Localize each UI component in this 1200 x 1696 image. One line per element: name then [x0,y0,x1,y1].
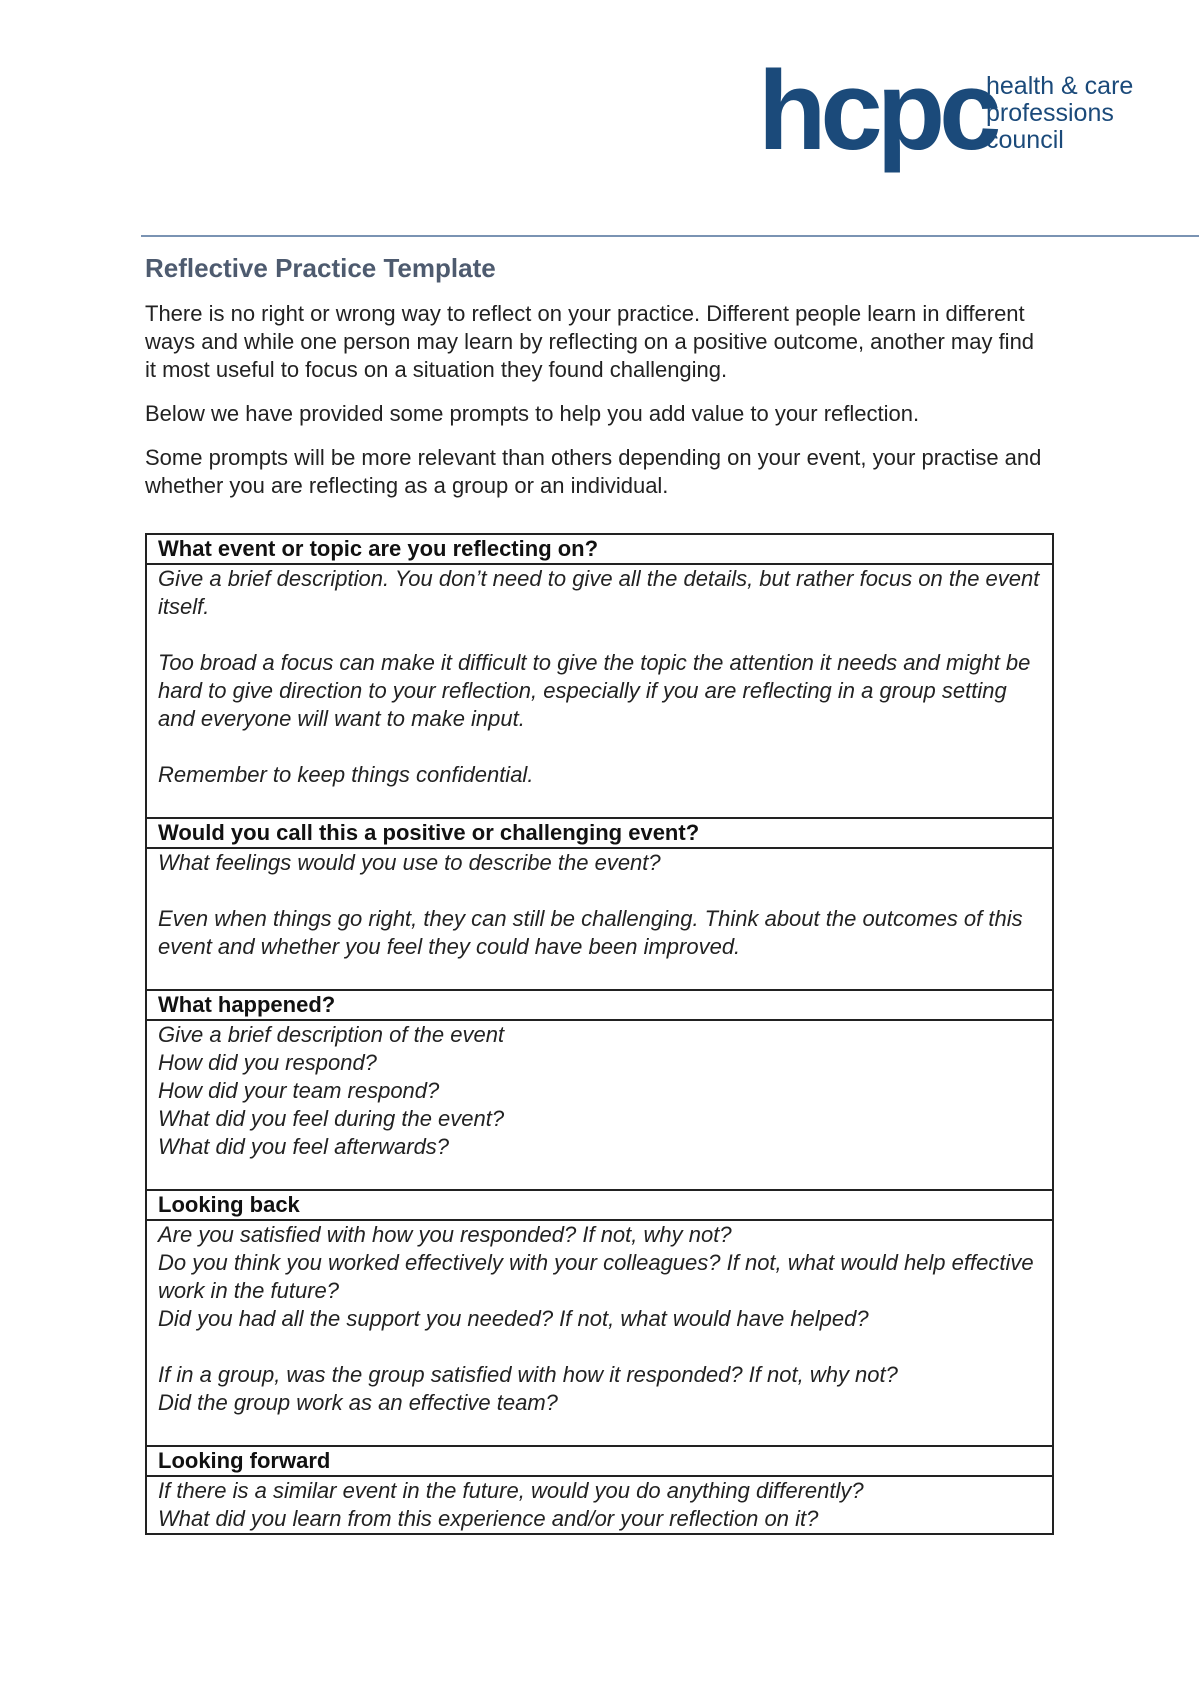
prompt-line: If there is a similar event in the future, would you do anything differently? [158,1478,864,1503]
intro-paragraph: Below we have provided some prompts to help you add value to your reflection. [145,401,920,426]
prompt-line: What did you learn from this experience and/or your reflection on it? [158,1506,819,1531]
intro-paragraph: Some prompts will be more relevant than others depending on your event, your practise and whether you are reflecting as a group or an individual. [145,445,1042,498]
hcpc-logo [758,52,1158,187]
prompt-spacer [158,1417,1041,1445]
section-heading-row [146,1190,1053,1220]
section-prompts [146,1020,1053,1190]
intro-text [145,300,1045,500]
prompt-line: How did you respond? [158,1050,377,1075]
prompt-line: What did you feel during the event? [158,1106,505,1131]
prompt-line: Are you satisfied with how you responded? If not, why not? [158,1222,732,1247]
section-prompts-row [146,1220,1053,1446]
reflection-prompts-body [146,534,1053,1534]
section-heading: What happened? [146,990,1053,1020]
prompt-spacer [158,877,1041,905]
section-prompts-row [146,848,1053,990]
prompt-spacer [158,1161,1041,1189]
prompt-line: Give a brief description of the event [158,1022,505,1047]
section-prompts-row [146,1476,1053,1534]
header-divider [141,235,1199,237]
prompt-spacer [158,961,1041,989]
page-title: Reflective Practice Template [145,253,496,283]
section-prompts [146,564,1053,818]
section-heading: Looking forward [146,1446,1053,1476]
prompt-line: Did the group work as an effective team? [158,1390,558,1415]
logo-line: professions [986,99,1114,127]
section-prompts [146,1476,1053,1534]
logo-mark: hcpc [758,52,996,173]
section-heading: What event or topic are you reflecting on? [146,534,1053,564]
intro-paragraph: There is no right or wrong way to reflect on your practice. Different people learn in different ways and while one person may learn by reflecting on a positive outcome, another may find it most useful to focus on a situation they found challenging. [145,301,1035,382]
section-heading-row [146,990,1053,1020]
prompt-line: Give a brief description. You don’t need to give all the details, but rather focus on the event itself. [158,566,1040,619]
prompt-spacer [158,1333,1041,1361]
section-prompts [146,848,1053,990]
section-heading: Would you call this a positive or challenging event? [146,818,1053,848]
prompt-spacer [158,733,1041,761]
section-prompts-row [146,564,1053,818]
section-heading: Looking back [146,1190,1053,1220]
prompt-line: How did your team respond? [158,1078,440,1103]
section-heading-row [146,818,1053,848]
hcpc-logo-graphic [758,52,1158,187]
logo-line: health & care [986,72,1134,100]
prompt-line: If in a group, was the group satisfied with how it responded? If not, why not? [158,1362,898,1387]
section-prompts [146,1220,1053,1446]
section-heading-row [146,534,1053,564]
section-prompts-row [146,1020,1053,1190]
prompt-line: Did you had all the support you needed? If not, what would have helped? [158,1306,869,1331]
prompt-line: What feelings would you use to describe the event? [158,850,661,875]
prompt-line: Too broad a focus can make it difficult to give the topic the attention it needs and might be hard to give direction to your reflection, especially if you are reflecting in a group setting and everyone will want to make input. [158,650,1031,731]
logo-line: council [986,126,1064,154]
reflection-prompts-table [145,533,1054,1535]
prompt-line: Remember to keep things confidential. [158,762,534,787]
prompt-line: Do you think you worked effectively with your colleagues? If not, what would help effective work in the future? [158,1250,1034,1303]
prompt-spacer [158,789,1041,817]
prompt-line: What did you feel afterwards? [158,1134,450,1159]
prompt-line: Even when things go right, they can still be challenging. Think about the outcomes of this event and whether you feel they could have been improved. [158,906,1023,959]
section-heading-row [146,1446,1053,1476]
prompt-spacer [158,621,1041,649]
